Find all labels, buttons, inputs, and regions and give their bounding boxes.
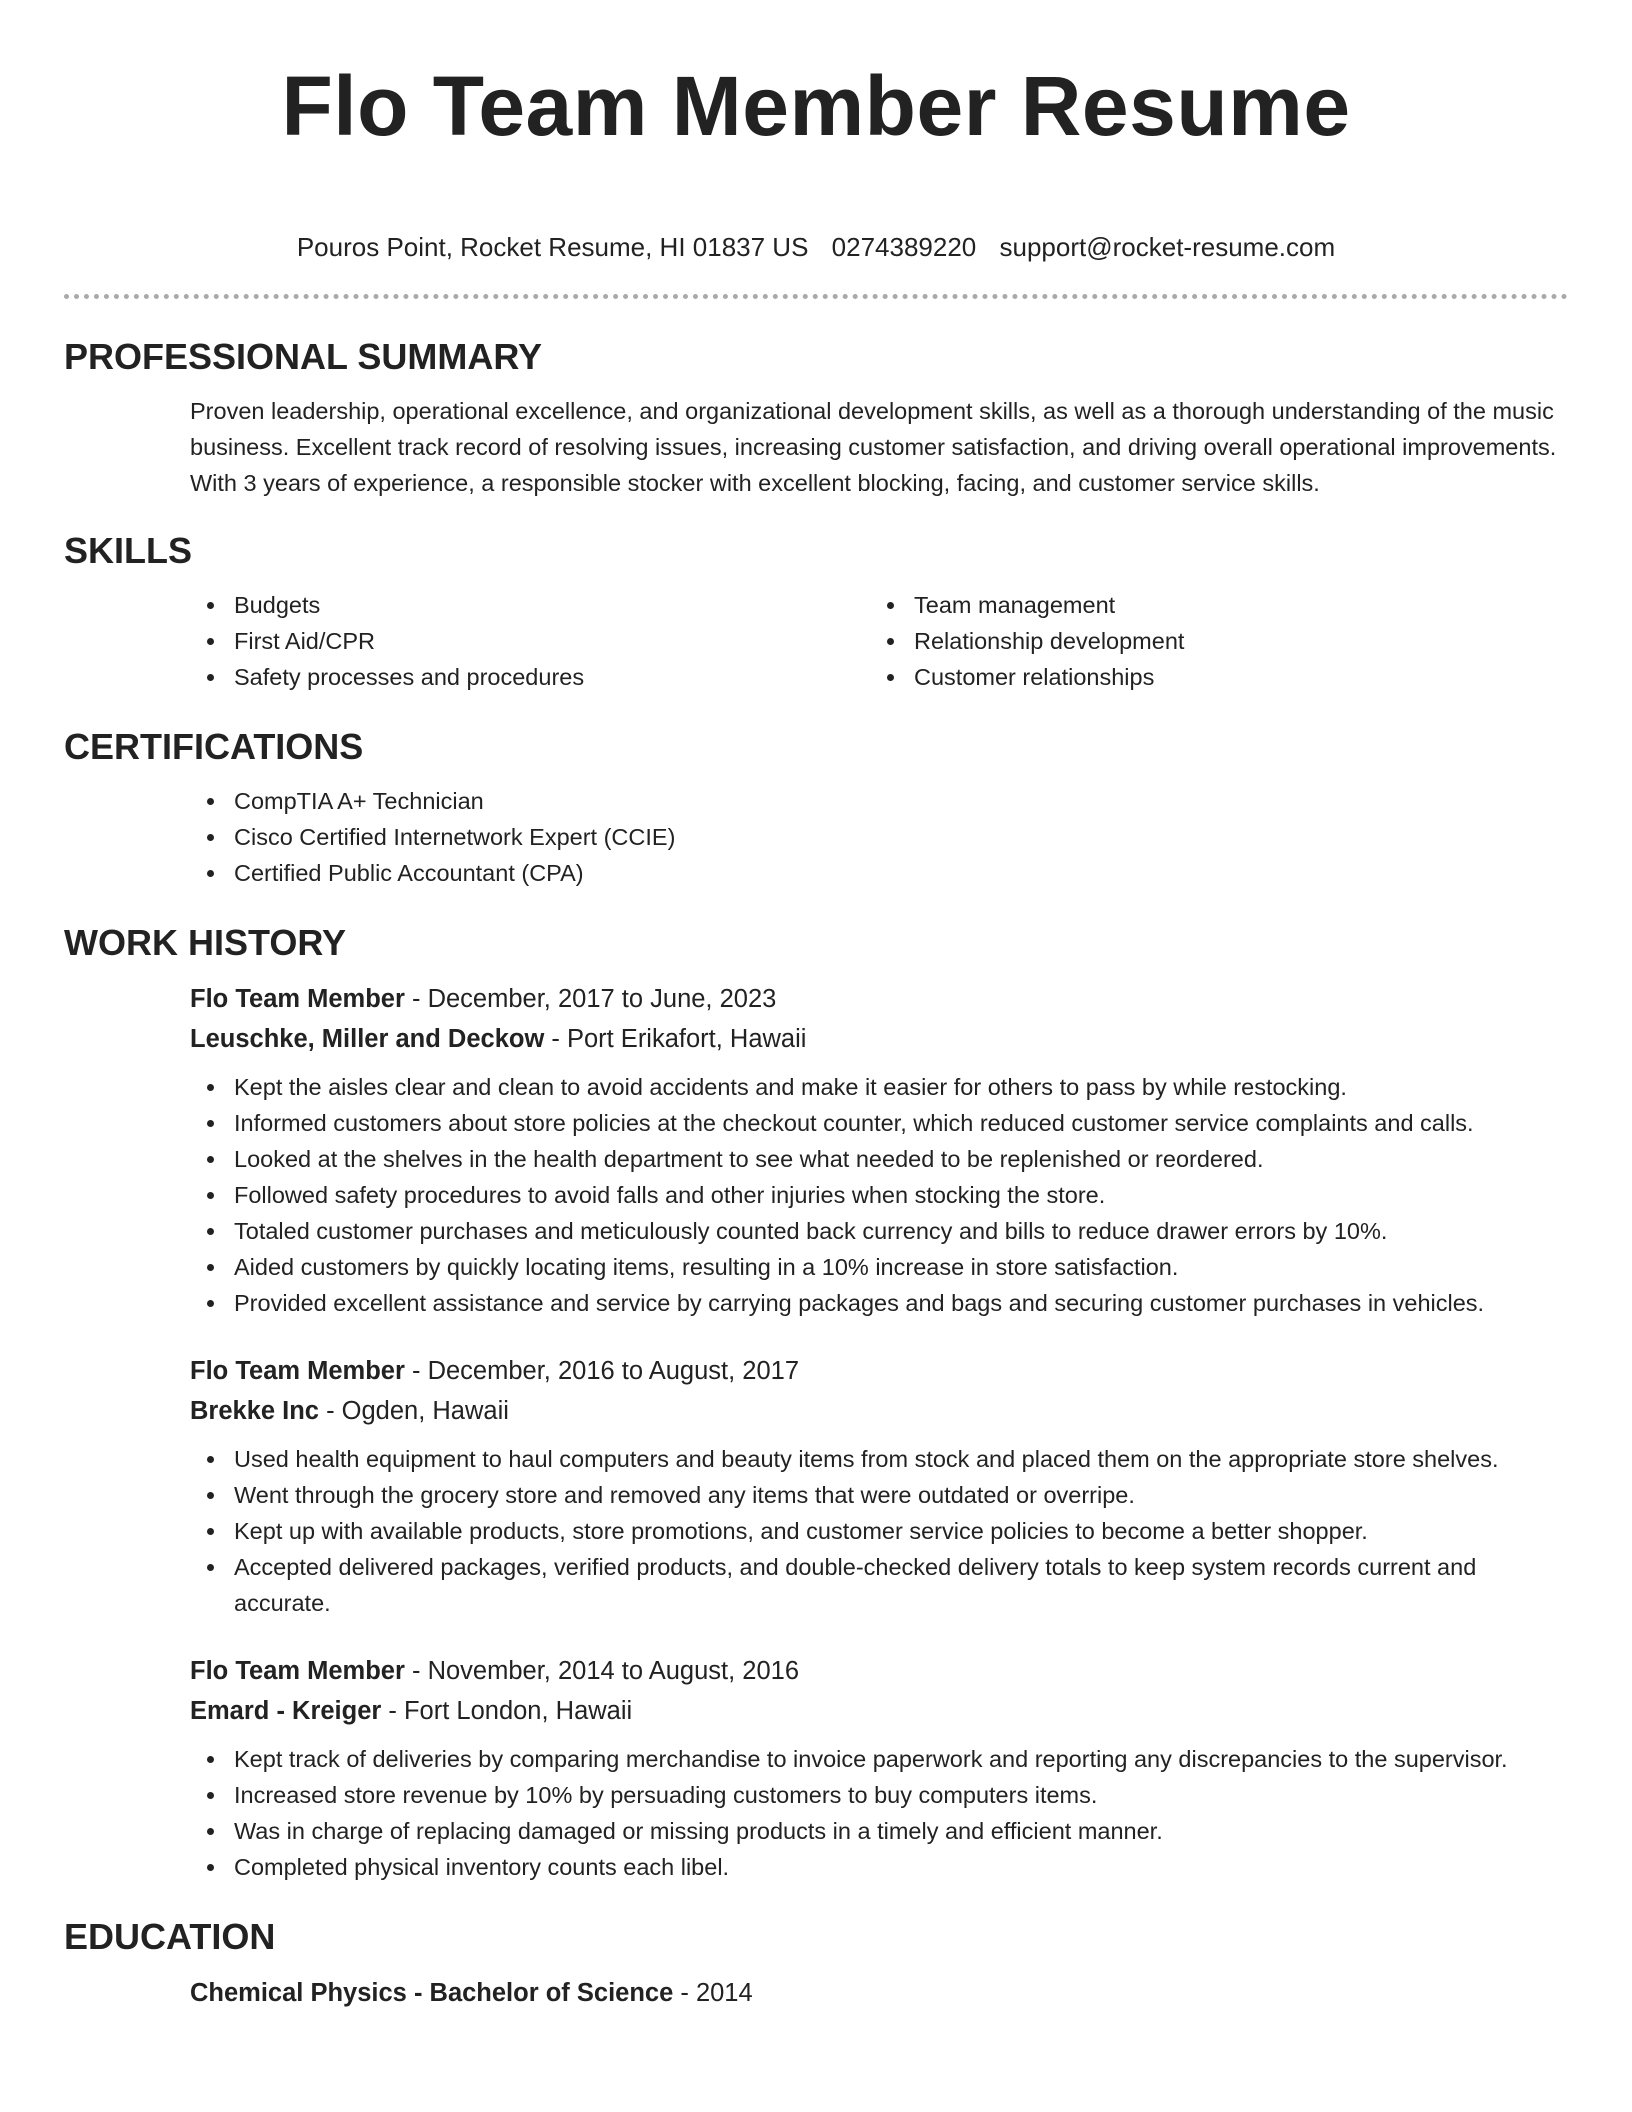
list-item: Totaled customer purchases and meticulously counted back currency and bills to reduce drawer errors by 10%. — [190, 1213, 1568, 1249]
list-item: Certified Public Accountant (CPA) — [190, 855, 1568, 891]
list-item: Customer relationships — [870, 659, 1550, 695]
job-dates: - December, 2017 to June, 2023 — [404, 985, 777, 1013]
list-item: Safety processes and procedures — [190, 659, 870, 695]
list-item: Increased store revenue by 10% by persuading customers to buy computers items. — [190, 1777, 1568, 1813]
contact-address: Pouros Point, Rocket Resume, HI 01837 US — [296, 232, 809, 262]
job-dates: - November, 2014 to August, 2016 — [404, 1657, 800, 1685]
job-bullets — [190, 1741, 1568, 1885]
education-section — [64, 1915, 1568, 2013]
job-bullets — [190, 1441, 1568, 1621]
work-history-section — [64, 921, 1568, 1885]
job-title-line — [190, 979, 1568, 1019]
contact-email: support@rocket-resume.com — [999, 232, 1336, 262]
job-role: Flo Team Member — [190, 1657, 405, 1685]
summary-heading: PROFESSIONAL SUMMARY — [64, 336, 543, 377]
job-location: - Fort London, Hawaii — [381, 1697, 633, 1725]
job-entry — [190, 1651, 1568, 1885]
skills-section — [64, 529, 1568, 695]
job-entry — [190, 1351, 1568, 1621]
job-title-line — [190, 1351, 1568, 1391]
certifications-heading: CERTIFICATIONS — [64, 726, 364, 767]
skills-list-left — [190, 587, 870, 695]
summary-section — [64, 335, 1568, 501]
job-dates: - December, 2016 to August, 2017 — [404, 1357, 800, 1385]
resume-title: Flo Team Member Resume — [281, 59, 1351, 153]
job-location: - Ogden, Hawaii — [319, 1397, 509, 1425]
job-company: Emard - Kreiger — [190, 1697, 382, 1725]
job-role: Flo Team Member — [190, 1357, 405, 1385]
list-item: Kept up with available products, store promotions, and customer service policies to become a better shopper. — [190, 1513, 1568, 1549]
education-line — [190, 1973, 1568, 2013]
job-entry — [190, 979, 1568, 1321]
summary-text: Proven leadership, operational excellence, and organizational development skills, as well as a thorough understanding of the music business. Excellent track record of resolving issues, increasing customer satisfaction, and driving overall operational improvements. With 3 years of experience, a responsible stocker with excellent blocking, facing, and customer service skills. — [190, 398, 1557, 496]
job-company-line — [190, 1019, 1568, 1059]
work-history-heading: WORK HISTORY — [64, 922, 347, 963]
education-heading: EDUCATION — [64, 1916, 276, 1957]
list-item: Provided excellent assistance and service by carrying packages and bags and securing customer purchases in vehicles. — [190, 1285, 1568, 1321]
resume-page — [64, 0, 1568, 2013]
list-item: Budgets — [190, 587, 870, 623]
list-item: Accepted delivered packages, verified products, and double-checked delivery totals to keep system records current and accurate. — [190, 1549, 1568, 1621]
list-item: Team management — [870, 587, 1550, 623]
job-title-line — [190, 1651, 1568, 1691]
list-item: Used health equipment to haul computers and beauty items from stock and placed them on the appropriate store shelves. — [190, 1441, 1568, 1477]
list-item: Followed safety procedures to avoid falls and other injuries when stocking the store. — [190, 1177, 1568, 1213]
list-item: Cisco Certified Internetwork Expert (CCIE) — [190, 819, 1568, 855]
contact-line — [64, 230, 1568, 264]
list-item: Went through the grocery store and removed any items that were outdated or overripe. — [190, 1477, 1568, 1513]
job-role: Flo Team Member — [190, 985, 405, 1013]
list-item: Relationship development — [870, 623, 1550, 659]
skills-heading: SKILLS — [64, 530, 193, 571]
certifications-section — [64, 725, 1568, 891]
certifications-list — [190, 783, 1568, 891]
list-item: Informed customers about store policies at the checkout counter, which reduced customer service complaints and calls. — [190, 1105, 1568, 1141]
skills-list-right — [870, 587, 1550, 695]
list-item: Aided customers by quickly locating items, resulting in a 10% increase in store satisfaction. — [190, 1249, 1568, 1285]
job-company: Brekke Inc — [190, 1397, 319, 1425]
list-item: Completed physical inventory counts each libel. — [190, 1849, 1568, 1885]
list-item: Kept track of deliveries by comparing merchandise to invoice paperwork and reporting any discrepancies to the supervisor. — [190, 1741, 1568, 1777]
list-item: Kept the aisles clear and clean to avoid accidents and make it easier for others to pass by while restocking. — [190, 1069, 1568, 1105]
contact-phone: 0274389220 — [831, 232, 977, 262]
header-divider — [64, 294, 1568, 299]
list-item: First Aid/CPR — [190, 623, 870, 659]
education-year: - 2014 — [673, 1979, 753, 2007]
job-company-line — [190, 1391, 1568, 1431]
list-item: CompTIA A+ Technician — [190, 783, 1568, 819]
education-degree: Chemical Physics - Bachelor of Science — [190, 1979, 674, 2007]
job-company-line — [190, 1691, 1568, 1731]
job-bullets — [190, 1069, 1568, 1321]
job-company: Leuschke, Miller and Deckow — [190, 1025, 545, 1053]
job-location: - Port Erikafort, Hawaii — [544, 1025, 807, 1053]
list-item: Looked at the shelves in the health department to see what needed to be replenished or reordered. — [190, 1141, 1568, 1177]
list-item: Was in charge of replacing damaged or missing products in a timely and efficient manner. — [190, 1813, 1568, 1849]
